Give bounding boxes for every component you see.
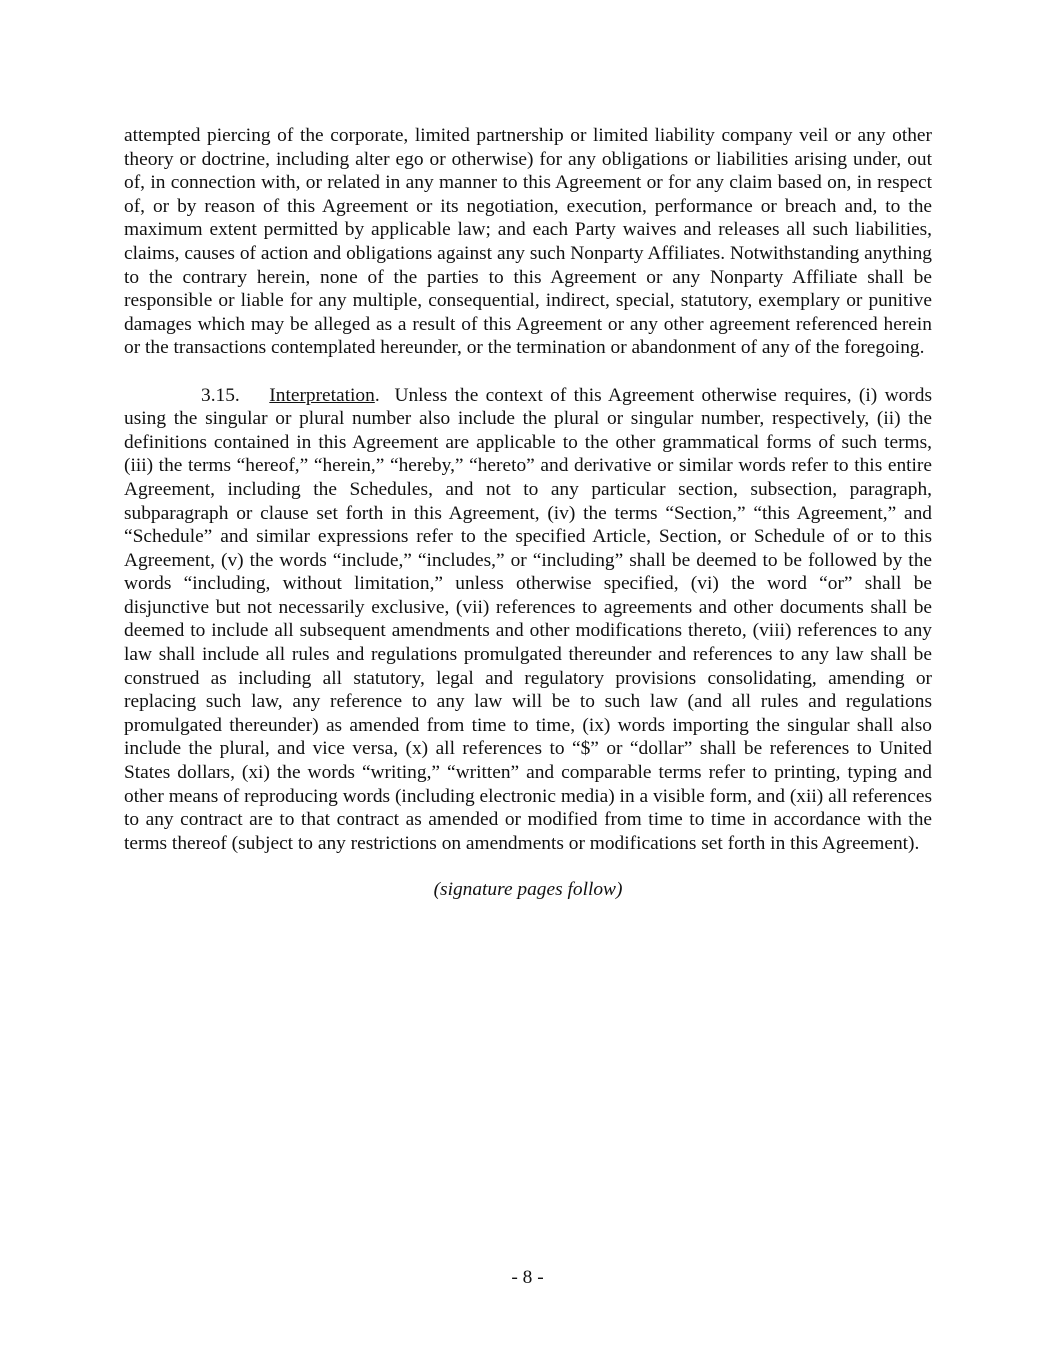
paragraph-nonparty-affiliates: attempted piercing of the corporate, limited partnership or limited liability company veil or any other theory or doctrine, including alter ego or otherwise) for any obligations or liabilities arising under, out of, in connection with, or related in any manner to this Agreement or for any claim based on, in respect of, or by reason of this Agreement or its negotiation, execution, performance or breach and, to the maximum extent permitted by applicable law; and each Party waives and releases all such liabilities, claims, causes of action and obligations against any such Nonparty Affiliates. Notwithstanding anything to the contrary herein, none of the parties to this Agreement or any Nonparty Affiliate shall be responsible or liable for any multiple, consequential, indirect, special, statutory, exemplary or punitive damages which may be alleged as a result of this Agreement or any other agreement referenced herein or the transactions contemplated hereunder, or the termination or abandonment of any of the foregoing. — [124, 125, 932, 359]
section-title: Interpretation — [269, 384, 375, 406]
signature-pages-note: (signature pages follow) — [433, 879, 623, 901]
section-title-period: . — [374, 384, 380, 406]
document-page — [124, 124, 932, 902]
section-3-15 — [124, 384, 932, 856]
page-number: - 8 - — [511, 1267, 544, 1288]
section-number: 3.15. — [201, 384, 240, 406]
section-body: Unless the context of this Agreement otherwise requires, (i) words using the singular or plural number also include the plural or singular number, respectively, (ii) the definitions contained in this Agreement are applicable to the other grammatical forms of such terms, (iii) the terms “hereof,” “herein,” “hereby,” “hereto” and derivative or similar words refer to this entire Agreement, including the Schedules, and not to any particular section, subsection, paragraph, subparagraph or clause set forth in this Agreement, (iv) the terms “Section,” “this Agreement,” and “Schedule” and similar expressions refer to the specified Article, Section, or Schedule of or to this Agreement, (v) the words “include,” “includes,” or “including” shall be deemed to be followed by the words “including, without limitation,” unless otherwise specified, (vi) the word “or” shall be disjunctive but not necessarily exclusive, (vii) references to agreements and other documents shall be deemed to include all subsequent amendments and other modifications thereto, (viii) references to any law shall include all rules and regulations promulgated thereunder and references to any law shall be construed as including all statutory, legal and regulatory provisions consolidating, amending or replacing such law, any reference to any law will be to such law (and all rules and regulations promulgated thereunder) as amended from time to time, (ix) words importing the singular shall also include the plural, and vice versa, (x) all references to “$” or “dollar” shall be references to United States dollars, (xi) the words “writing,” “written” and comparable terms refer to printing, typing and other means of reproducing words (including electronic media) in a visible form, and (xii) all references to any contract are to that contract as amended or modified from time to time in accordance with the terms thereof (subject to any restrictions on amendments or modifications set forth in this Agreement). — [124, 384, 933, 854]
